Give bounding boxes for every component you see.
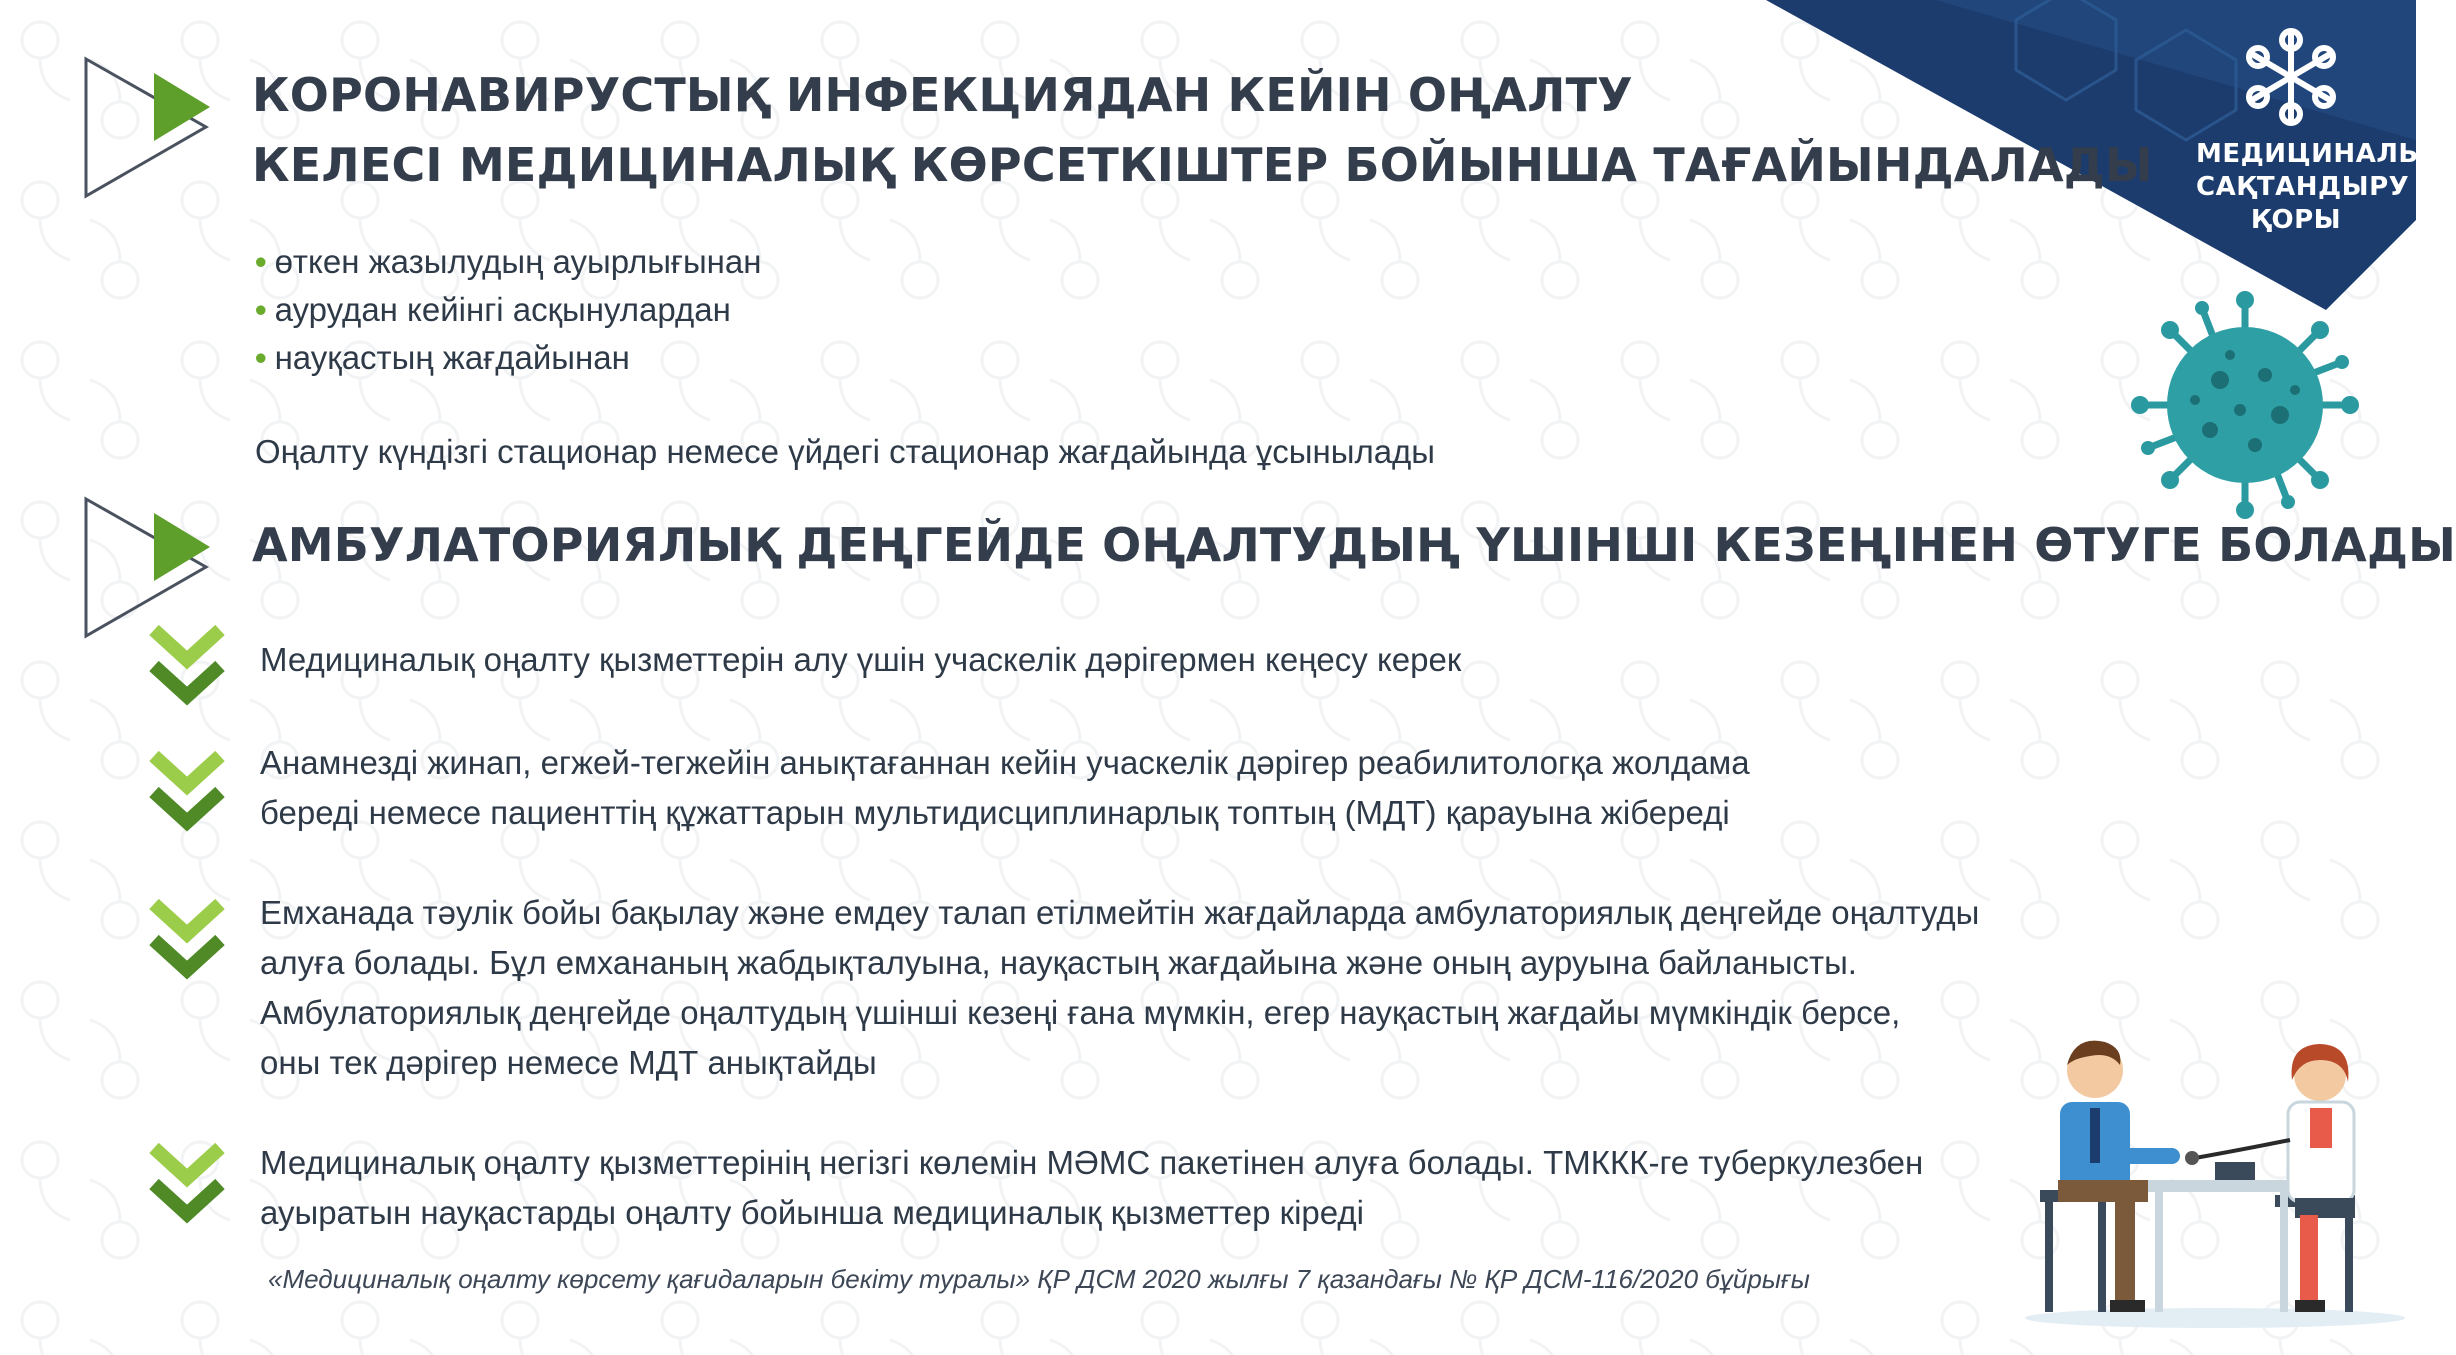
title-line1: КОРОНАВИРУСТЫҚ ИНФЕКЦИЯДАН КЕЙІН ОҢАЛТУ xyxy=(252,68,1633,122)
double-chevron-icon xyxy=(148,748,226,838)
double-chevron-icon xyxy=(148,896,226,986)
page-title xyxy=(252,60,2153,200)
logo-line2: САҚТАНДЫРУ xyxy=(2196,172,2410,202)
doctor-patient-illustration xyxy=(2020,1030,2410,1330)
double-chevron-icon xyxy=(148,1140,226,1230)
double-chevron-icon xyxy=(148,622,226,712)
section-title: АМБУЛАТОРИЯЛЫҚ ДЕҢГЕЙДЕ ОҢАЛТУДЫҢ ҮШІНШІ КЕЗЕҢІНЕН ӨТУГЕ БОЛАДЫ xyxy=(252,518,2456,572)
list-item: Медициналық оңалту қызметтерін алу үшін учаскелік дәрігермен кеңесу керек xyxy=(260,641,1462,678)
bullet-icon: • xyxy=(255,339,267,376)
title-line2: КЕЛЕСІ МЕДИЦИНАЛЫҚ КӨРСЕТКІШТЕР БОЙЫНША ТАҒАЙЫНДАЛАДЫ xyxy=(252,138,2153,192)
play-arrow-icon xyxy=(82,495,212,640)
snowflake-logo-icon xyxy=(2236,22,2346,132)
logo-text xyxy=(2196,138,2447,237)
logo-line3: ҚОРЫ xyxy=(2250,205,2342,235)
bullet-icon: • xyxy=(255,243,267,280)
list-item: Медициналық оңалту қызметтерінің негізгі көлемін МӘМС пакетінен алуға болады. ТМККК-ге туберкулезбен ауыратын науқастарды оңалту бойынша медициналық қызметтер кіреді xyxy=(260,1144,1924,1231)
bullet-icon: • xyxy=(255,291,267,328)
play-arrow-icon xyxy=(82,55,212,200)
list-item: • өткен жазылудың ауырлығынан xyxy=(255,243,762,280)
list-item: • аурудан кейінгі асқынулардан xyxy=(255,291,731,328)
note-text: Оңалту күндізгі стационар немесе үйдегі стационар жағдайында ұсынылады xyxy=(255,433,1436,470)
list-item: Анамнезді жинап, егжей-тегжейін анықтағаннан кейін учаскелік дәрігер реабилитологқа жолдама береді немесе пациенттің құжаттарын мультидисциплинарлық топтың (МДТ) қарауына жібереді xyxy=(260,744,1750,831)
list-item: • науқастың жағдайынан xyxy=(255,339,630,376)
virus-icon xyxy=(2130,290,2360,520)
footnote: «Медициналық оңалту көрсету қағидаларын бекіту туралы» ҚР ДСМ 2020 жылғы 7 қазандағы № ҚР ДСМ-116/2020 бұйрығы xyxy=(268,1264,1810,1294)
list-item: Емханада тәулік бойы бақылау және емдеу талап етілмейтін жағдайларда амбулаториялық деңгейде оңалтуды алуға болады. Бұл емхананың жабдықталуына, науқастың жағдайына және оның ауруына байланысты. Амбулаториялық деңгейде оңалтудың үшінші кезеңі ғана мүмкін, егер науқастың жағдайы мүмкіндік берсе, оны тек дәрігер немесе МДТ анықтайды xyxy=(260,894,1980,1081)
criteria-list xyxy=(255,238,761,382)
logo-line1: МЕДИЦИНАЛЫҚ xyxy=(2196,139,2447,169)
